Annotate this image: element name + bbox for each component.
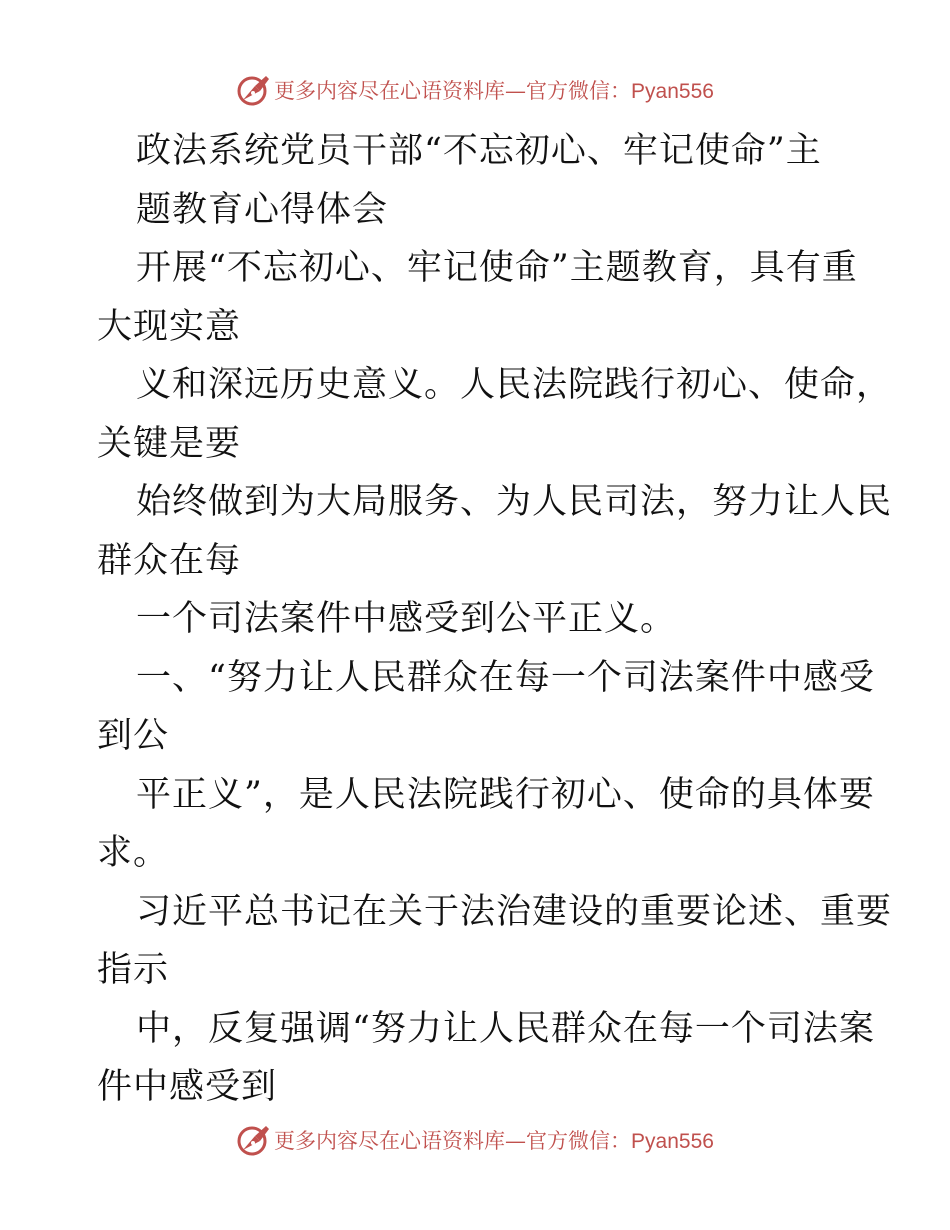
footer-watermark	[0, 1120, 950, 1160]
pen-logo-icon	[236, 73, 270, 107]
text-line: 求。	[97, 833, 170, 873]
text-line: 政法系统党员干部“不忘初心、牢记使命”主	[136, 131, 822, 171]
text-line: 始终做到为大局服务、为人民司法，努力让人民	[136, 482, 893, 522]
watermark-dash: —	[505, 1129, 527, 1153]
text-line: 关键是要	[97, 423, 242, 464]
watermark-site: 更多内容尽在心语资料库	[274, 79, 506, 103]
header-watermark	[0, 70, 950, 110]
text-line: 平正义”，是人民法院践行初心、使命的具体要	[136, 774, 875, 815]
watermark-text	[274, 75, 714, 105]
text-line: 大现实意	[97, 306, 242, 347]
watermark-text	[274, 1125, 714, 1155]
text-line: 指示	[97, 950, 170, 990]
watermark-site: 更多内容尽在心语资料库	[274, 1129, 506, 1153]
pen-logo-icon	[236, 1123, 270, 1157]
text-line: 中，反复强调“努力让人民群众在每一个司法案	[136, 1008, 875, 1049]
text-line: 件中感受到	[97, 1067, 278, 1107]
watermark-dash: —	[505, 79, 527, 103]
text-line: 义和深远历史意义。人民法院践行初心、使命，	[136, 365, 893, 405]
text-line: 习近平总书记在关于法治建设的重要论述、重要	[136, 891, 893, 932]
text-line: 开展“不忘初心、牢记使命”主题教育，具有重	[136, 248, 858, 288]
text-line: 群众在每	[97, 540, 242, 581]
text-line: 一个司法案件中感受到公平正义。	[136, 599, 677, 639]
watermark-wechat: 官方微信：Pyan556	[526, 80, 714, 103]
document-body	[97, 122, 893, 1117]
text-line: 到公	[97, 716, 170, 756]
text-line: 题教育心得体会	[136, 189, 389, 230]
watermark-wechat: 官方微信：Pyan556	[526, 1130, 714, 1153]
text-line: 一、“努力让人民群众在每一个司法案件中感受	[136, 657, 875, 698]
